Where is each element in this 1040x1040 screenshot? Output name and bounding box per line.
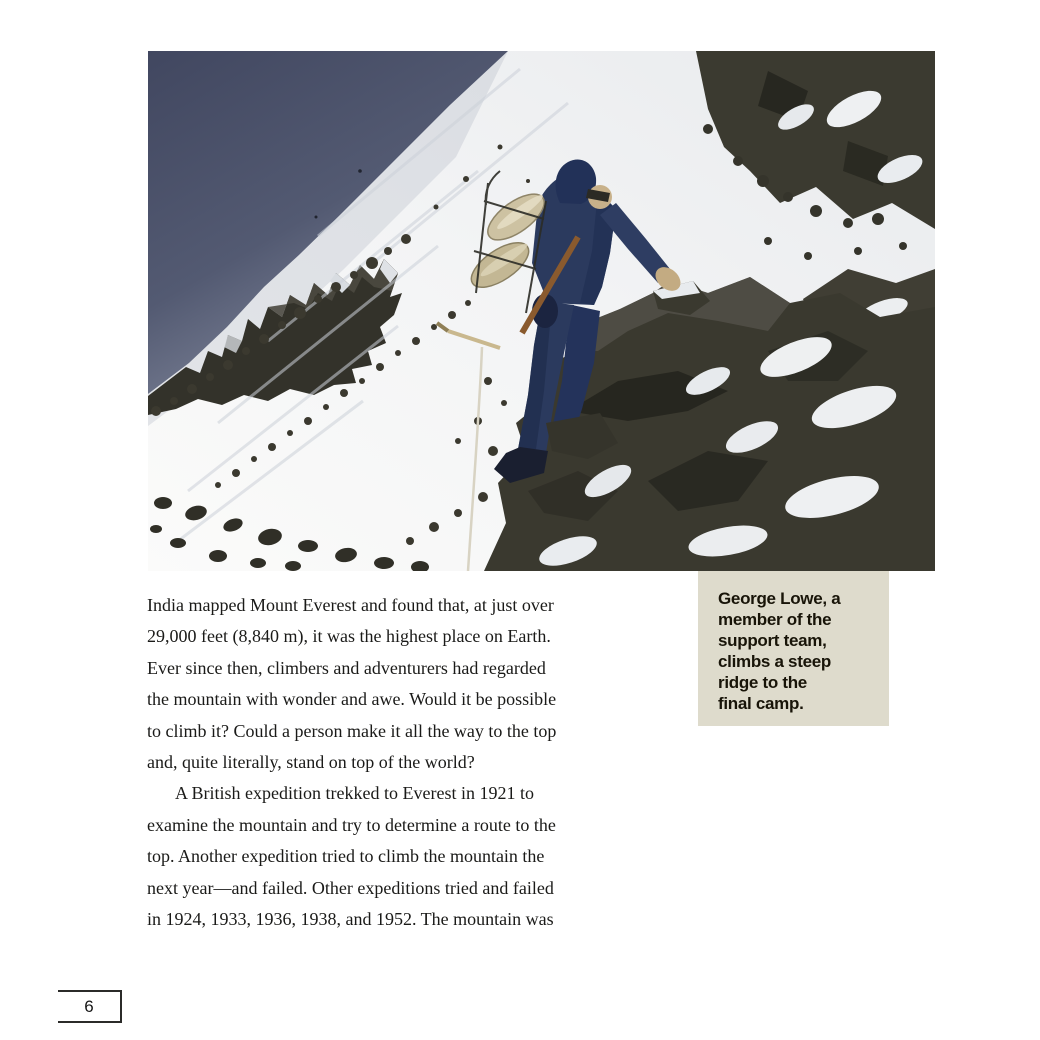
everest-photo-illustration	[148, 51, 935, 571]
text-line: India mapped Mount Everest and found that, at just over	[147, 595, 554, 615]
text-line: in 1924, 1933, 1936, 1938, and 1952. The mountain was	[147, 909, 554, 930]
text-line: final camp.	[718, 694, 804, 713]
body-text	[147, 590, 647, 935]
photo-caption-text	[718, 588, 877, 714]
text-line: climbs a steep	[718, 652, 831, 671]
text-line: the mountain with wonder and awe. Would it be possible	[147, 689, 557, 710]
text-line: to climb it? Could a person make it all the way to the top	[147, 720, 557, 741]
text-line: ridge to the	[718, 673, 807, 692]
everest-photo	[148, 51, 935, 571]
text-line: George Lowe, a	[718, 589, 841, 608]
text-line: next year—and failed. Other expeditions tried and failed	[147, 877, 554, 898]
page-number: 6	[84, 996, 94, 1016]
paragraph-2	[147, 778, 647, 935]
page-number-box	[58, 990, 122, 1023]
text-line: and, quite literally, stand on top of the world?	[147, 752, 475, 773]
text-line: Ever since then, climbers and adventurers had regarded	[147, 657, 546, 678]
text-line: A British expedition trekked to Everest in 1921 to	[175, 783, 534, 804]
text-line: support team,	[718, 631, 827, 650]
text-line: top. Another expedition tried to climb the mountain the	[147, 846, 545, 867]
paragraph-1	[147, 590, 647, 778]
text-line: examine the mountain and try to determine a route to the	[147, 814, 556, 835]
photo-caption-box	[698, 571, 889, 726]
text-line: 29,000 feet (8,840 m), it was the highest place on Earth.	[147, 626, 551, 647]
text-line: member of the	[718, 610, 832, 629]
